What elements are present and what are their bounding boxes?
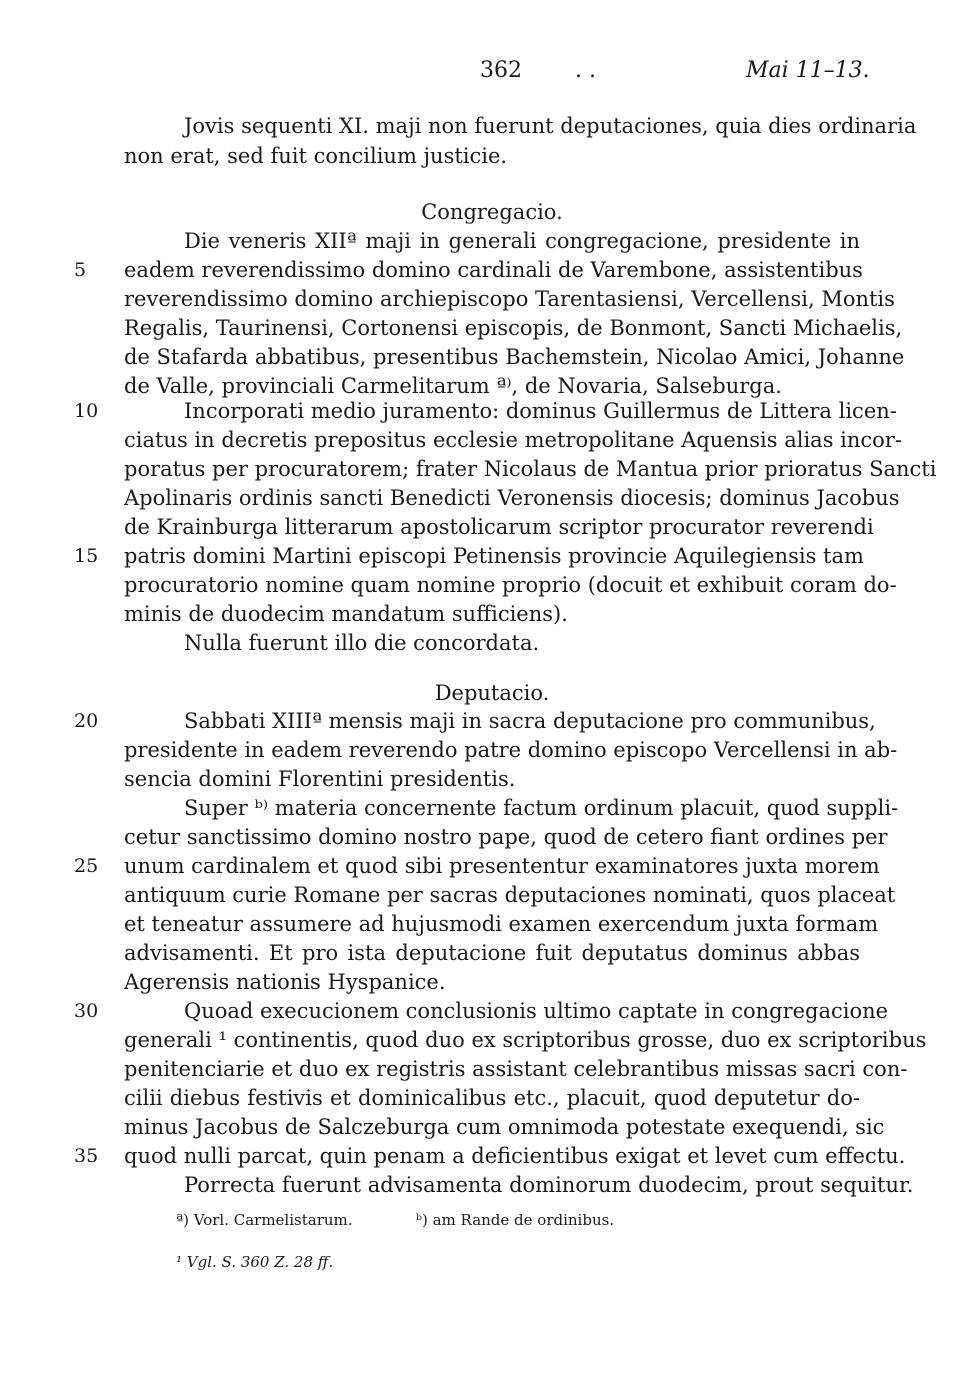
footnote-a: ª) Vorl. Carmelistarum. bbox=[176, 1211, 353, 1229]
text-line: generali ¹ continentis, quod duo ex scriptoribus grosse, duo ex scriptoribus bbox=[124, 1028, 927, 1052]
section-heading-congregacio: Congregacio. bbox=[421, 200, 563, 224]
text-line: patris domini Martini episcopi Petinensis provincie Aquilegiensis tam bbox=[124, 544, 864, 568]
text-line: penitenciarie et duo ex registris assistant celebrantibus missas sacri con- bbox=[124, 1057, 908, 1081]
page-number: 362 bbox=[480, 58, 522, 83]
line-number: 10 bbox=[74, 400, 99, 422]
line-number: 15 bbox=[74, 545, 99, 567]
text-line: antiquum curie Romane per sacras deputaciones nominati, quos placeat bbox=[124, 883, 896, 907]
text-line: unum cardinalem et quod sibi presententur examinatores juxta morem bbox=[124, 854, 880, 878]
text-line: de Valle, provinciali Carmelitarum ª⁾, de Novaria, Salseburga. bbox=[124, 374, 782, 398]
text-line: minus Jacobus de Salczeburga cum omnimoda potestate exequendi, sic bbox=[124, 1115, 885, 1139]
line-number: 25 bbox=[74, 855, 99, 877]
running-head: Mai 11–13. bbox=[746, 58, 870, 83]
line-number: 30 bbox=[74, 1000, 99, 1022]
line-number: 35 bbox=[74, 1145, 99, 1167]
text-line: procuratorio nomine quam nomine proprio (docuit et exhibuit coram do- bbox=[124, 573, 897, 597]
text-line: eadem reverendissimo domino cardinali de Varembone, assistentibus bbox=[124, 258, 863, 282]
section-heading-deputacio: Deputacio. bbox=[434, 681, 550, 705]
text-line: presidente in eadem reverendo patre domino episcopo Vercellensi in ab- bbox=[124, 738, 898, 762]
line-number: 5 bbox=[74, 259, 87, 281]
text-line: de Stafarda abbatibus, presentibus Bachemstein, Nicolao Amici, Johanne bbox=[124, 345, 905, 369]
text-line: Nulla fuerunt illo die concordata. bbox=[184, 631, 540, 655]
text-line: Die veneris XIIª maji in generali congregacione, presidente in bbox=[184, 229, 860, 253]
header-dots: . . bbox=[575, 58, 596, 83]
page-header bbox=[0, 58, 960, 88]
text-line: Porrecta fuerunt advisamenta dominorum duodecim, prout sequitur. bbox=[184, 1173, 914, 1197]
text-line: et teneatur assumere ad hujusmodi examen exercendum juxta formam bbox=[124, 912, 879, 936]
text-line: minis de duodecim mandatum sufficiens). bbox=[124, 602, 568, 626]
text-line: Quoad execucionem conclusionis ultimo captate in congregacione bbox=[184, 999, 889, 1023]
text-line: Agerensis nationis Hyspanice. bbox=[124, 970, 446, 994]
text-line: advisamenti. Et pro ista deputacione fuit deputatus dominus abbas bbox=[124, 941, 860, 965]
footnote-1: ¹ Vgl. S. 360 Z. 28 ff. bbox=[176, 1253, 334, 1271]
text-line: ciatus in decretis prepositus ecclesie metropolitane Aquensis alias incor- bbox=[124, 428, 902, 452]
footnote-b: ᵇ) am Rande de ordinibus. bbox=[416, 1211, 615, 1229]
line-number: 20 bbox=[74, 710, 99, 732]
text-line: cilii diebus festivis et dominicalibus etc., placuit, quod deputetur do- bbox=[124, 1086, 860, 1110]
text-line: de Krainburga litterarum apostolicarum scriptor procurator reverendi bbox=[124, 515, 874, 539]
text-line: sencia domini Florentini presidentis. bbox=[124, 767, 516, 791]
text-line: Apolinaris ordinis sancti Benedicti Veronensis diocesis; dominus Jacobus bbox=[124, 486, 900, 510]
text-line: Sabbati XIIIª mensis maji in sacra deputacione pro communibus, bbox=[184, 709, 876, 733]
text-line: quod nulli parcat, quin penam a deficientibus exigat et levet cum effectu. bbox=[124, 1144, 906, 1168]
text-line: Super ᵇ⁾ materia concernente factum ordinum placuit, quod suppli- bbox=[184, 796, 899, 820]
text-line: poratus per procuratorem; frater Nicolaus de Mantua prior prioratus Sancti bbox=[124, 457, 937, 481]
text-line: non erat, sed fuit concilium justicie. bbox=[124, 144, 508, 168]
text-line: Regalis, Taurinensi, Cortonensi episcopis, de Bonmont, Sancti Michaelis, bbox=[124, 316, 903, 340]
text-line: Incorporati medio juramento: dominus Guillermus de Littera licen- bbox=[184, 399, 897, 423]
text-line: reverendissimo domino archiepiscopo Tarentasiensi, Vercellensi, Montis bbox=[124, 287, 895, 311]
text-line: cetur sanctissimo domino nostro pape, quod de cetero fiant ordines per bbox=[124, 825, 888, 849]
text-line: Jovis sequenti XI. maji non fuerunt deputaciones, quia dies ordinaria bbox=[184, 114, 917, 138]
